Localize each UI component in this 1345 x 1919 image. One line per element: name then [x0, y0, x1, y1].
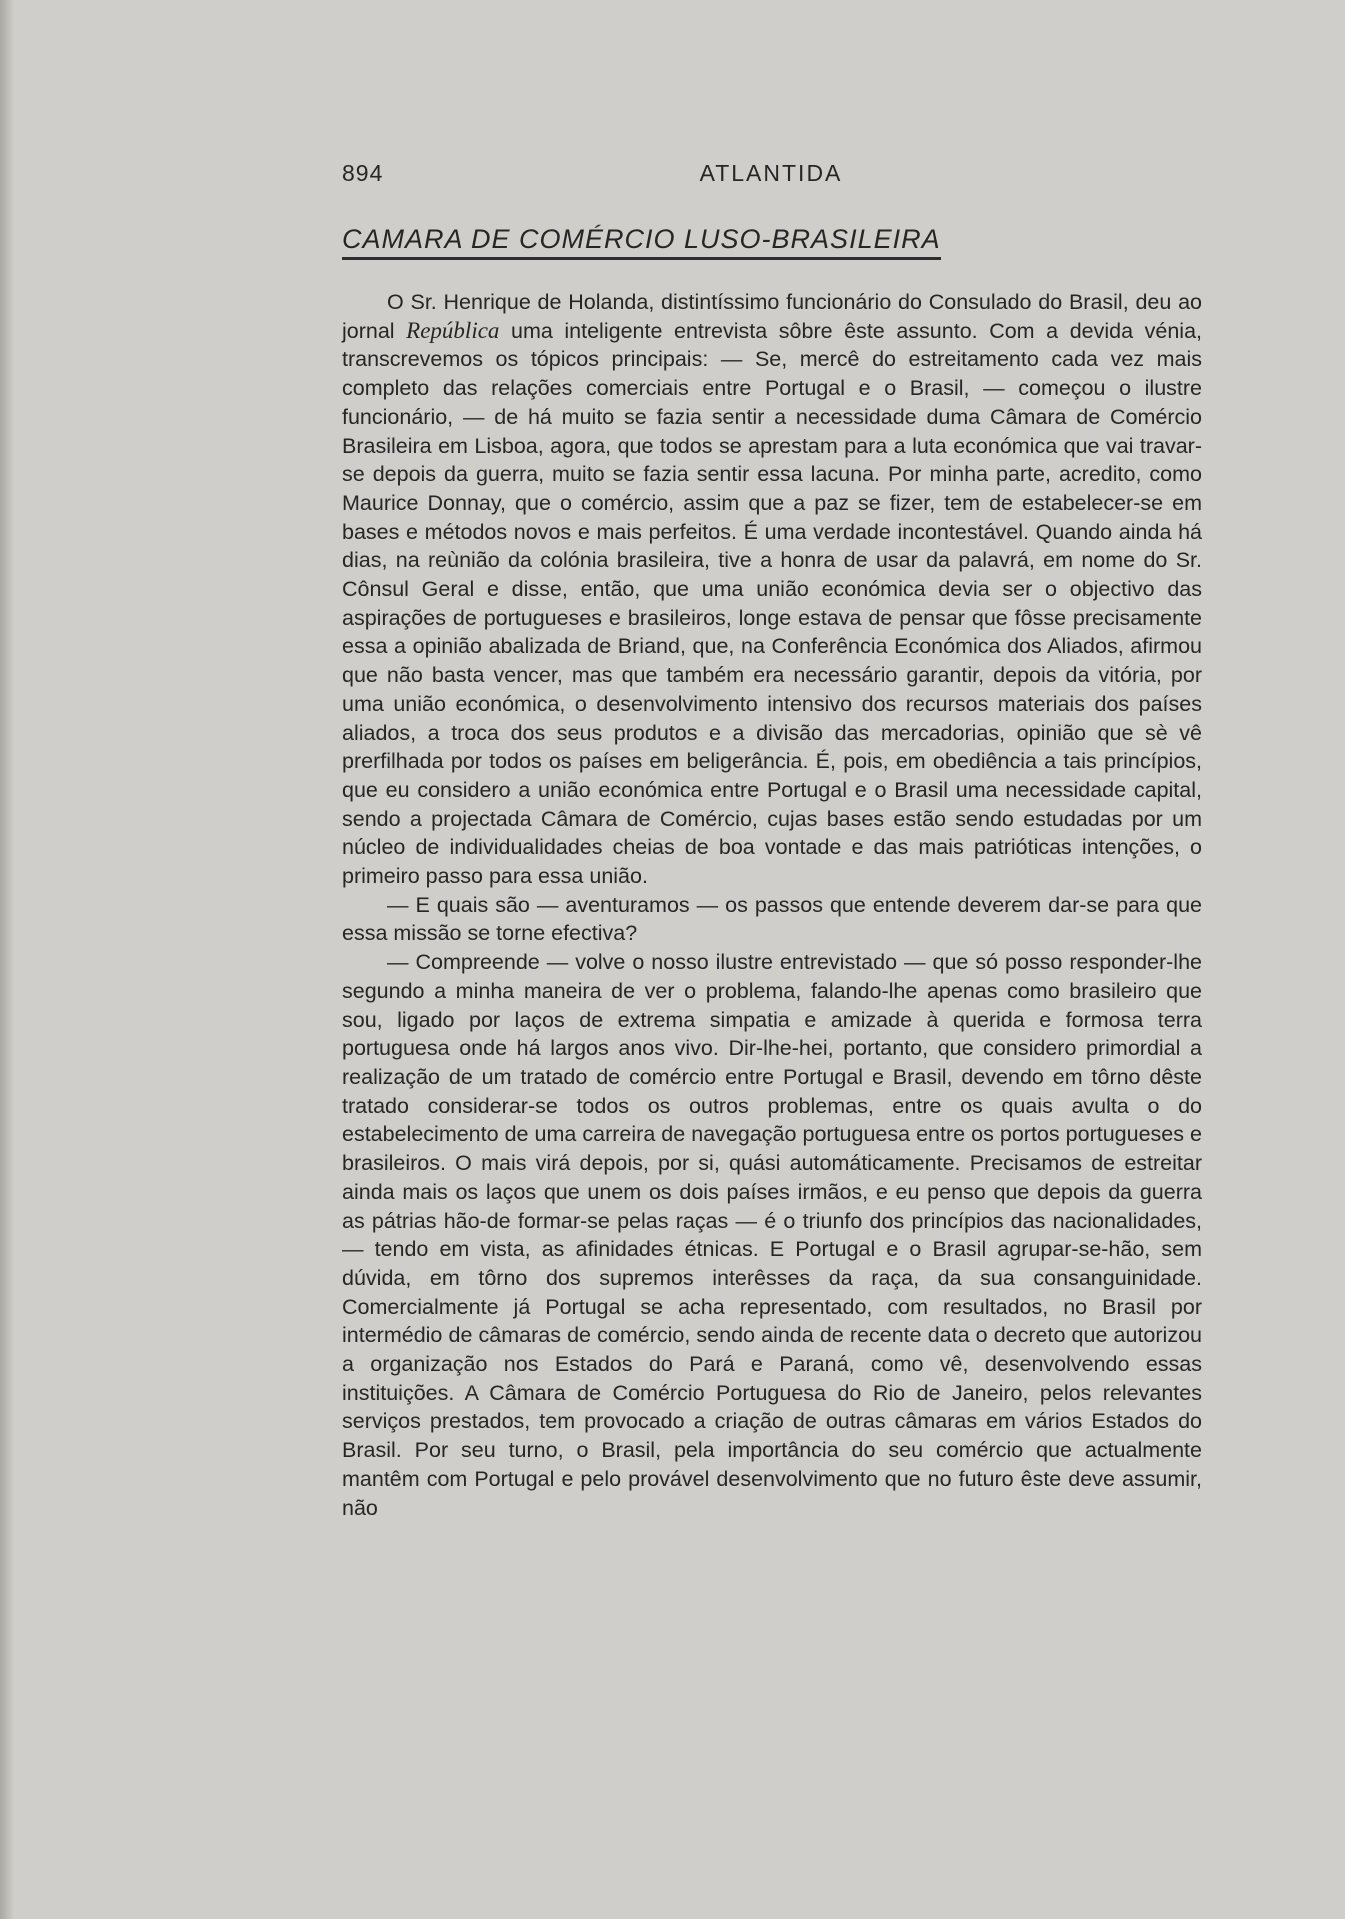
paragraph-1-start: O Sr. Henrique de Holanda, distintíssimo funcionário do Consulado do Brasil, deu ao jornal [342, 290, 1202, 343]
paragraph-1-rest: uma inteligente entrevista sôbre êste assunto. Com a devida vénia, transcrevemos os tópicos principais: — Se, mercê do estreitamento cada vez mais completo das relações comerciais entre Portugal e o Brasil, — começou o ilustre funcionário, — de há muito se fazia sentir a necessidade duma Câmara de Comércio Brasileira em Lisboa, agora, que todos se aprestam para a luta económica que vai travar-se depois da guerra, muito se fazia sentir essa lacuna. Por minha parte, acredito, como Maurice Donnay, que o comércio, assim que a paz se fizer, tem de estabelecer-se em bases e métodos novos e mais perfeitos. É uma verdade incontestável. Quando ainda há dias, na reùnião da colónia brasileira, tive a honra de usar da palavrá, em nome do Sr. Cônsul Geral e disse, então, que uma união económica devia ser o objectivo das aspirações de portugueses e brasileiros, longe estava de pensar que fôsse precisamente essa a opinião abalizada de Briand, que, na Conferência Económica dos Aliados, afirmou que não basta vencer, mas que também era necessário garantir, depois da vitória, por uma união económica, o desenvolvimento intensivo dos recursos materiais dos países aliados, a troca dos seus produtos e a divisão das mercadorias, opinião que sè vê prerfilhada por todos os países em beligerância. É, pois, em obediência a tais princípios, que eu considero a união económica entre Portugal e o Brasil uma necessidade capital, sendo a projectada Câmara de Comércio, cujas bases estão sendo estudadas por um núcleo de individualidades cheias de boa vontade e das mais patrióticas intenções, o primeiro passo para essa união. [342, 318, 1202, 889]
newspaper-name: República [406, 317, 500, 343]
running-head [342, 160, 1200, 192]
article-body [342, 288, 1202, 1522]
paragraph-2: — E quais são — aventuramos — os passos que entende deverem dar-se para que essa missão se torne efectiva? [342, 892, 1202, 946]
page-binding-edge [0, 0, 14, 1919]
article-title: CAMARA DE COMÉRCIO LUSO-BRASILEIRA [342, 224, 941, 260]
page-number: 894 [342, 160, 384, 186]
paragraph-3: — Compreende — volve o nosso ilustre entrevistado — que só posso responder-lhe segundo a minha maneira de ver o problema, falando-lhe apenas como brasileiro que sou, ligado por laços de extrema simpatia e amizade à querida e formosa terra portuguesa onde há largos anos vivo. Dir-lhe-hei, portanto, que considero primordial a realização de um tratado de comércio entre Portugal e Brasil, devendo em tôrno dêste tratado considerar-se todos os outros problemas, entre os quais avulta o do estabelecimento de uma carreira de navegação portuguesa entre os portos portugueses e brasileiros. O mais virá depois, por si, quási automáticamente. Precisamos de estreitar ainda mais os laços que unem os dois países irmãos, e eu penso que depois da guerra as pátrias hão-de formar-se pelas raças — é o triunfo dos princípios das nacionalidades, — tendo em vista, as afinidades étnicas. E Portugal e o Brasil agrupar-se-hão, sem dúvida, em tôrno dos supremos interêsses da raça, da sua consanguinidade. Comercialmente já Portugal se acha representado, com resultados, no Brasil por intermédio de câmaras de comércio, sendo ainda de recente data o decreto que autorizou a organização nos Estados do Pará e Paraná, como vê, desenvolvendo essas instituições. A Câmara de Comércio Portuguesa do Rio de Janeiro, pelos relevantes serviços prestados, tem provocado a criação de outras câmaras em vários Estados do Brasil. Por seu turno, o Brasil, pela importância do seu comércio que actualmente mantêm com Portugal e pelo provável desenvolvimento que no futuro êste deve assumir, não [342, 950, 1202, 1520]
paragraph-1 [342, 288, 1202, 891]
journal-name: ATLANTIDA [699, 160, 843, 186]
